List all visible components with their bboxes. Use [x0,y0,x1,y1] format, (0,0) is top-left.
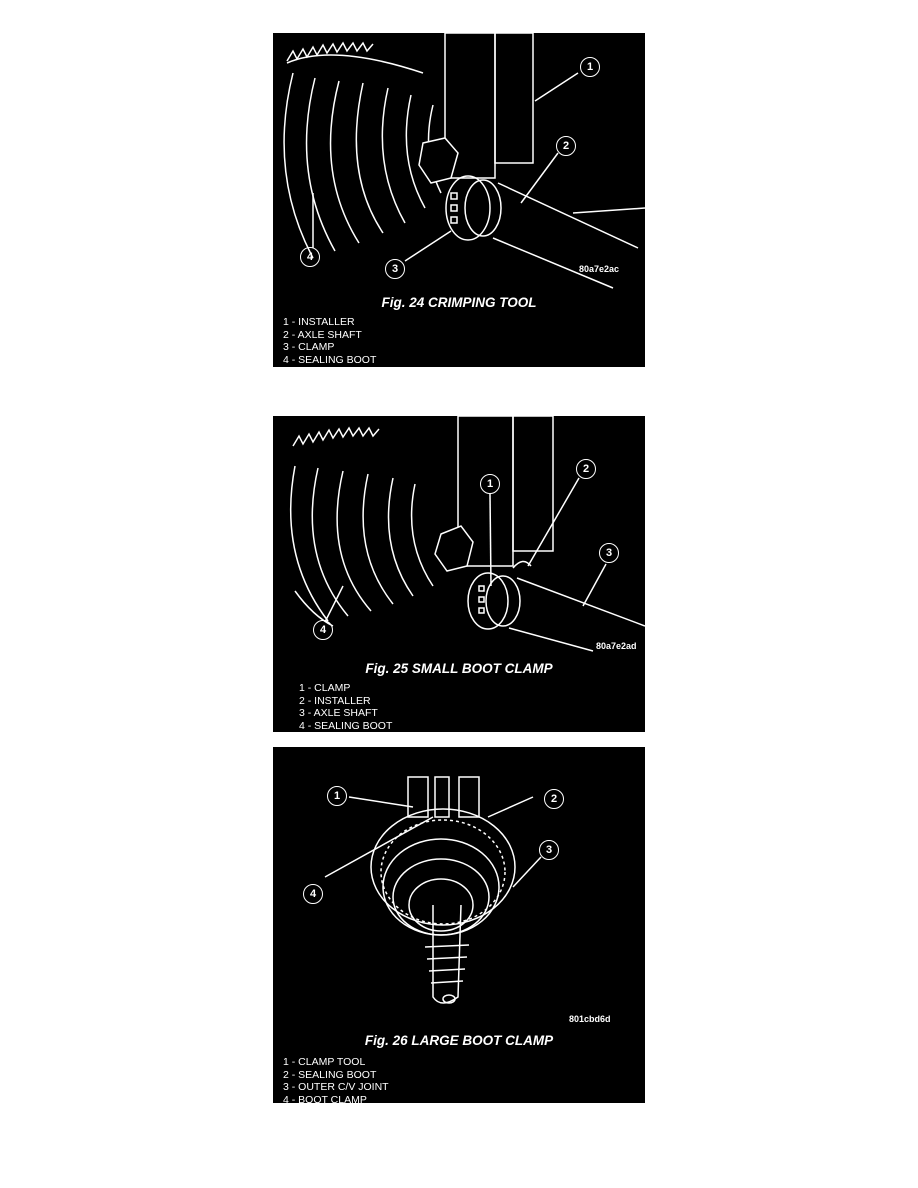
figure-code: 80a7e2ac [579,264,620,274]
callout-2: 2 [544,789,564,809]
figure-code: 801cbd6d [569,1014,611,1024]
callout-3: 3 [539,840,559,860]
figure-caption: Fig. 25 SMALL BOOT CLAMP [365,661,553,676]
callout-3: 3 [385,259,405,279]
legend-item: 1 - INSTALLER [283,316,355,328]
figure-24-crimping-tool [273,33,645,367]
legend-item: 2 - INSTALLER [299,694,371,707]
legend-item: 4 - BOOT CLAMP [283,1093,367,1103]
legend-item: 3 - OUTER C/V JOINT [283,1081,389,1093]
figure-26-large-boot-clamp [273,747,645,1103]
callout-4: 4 [303,884,323,904]
figure-caption: Fig. 26 LARGE BOOT CLAMP [364,1033,554,1048]
figure-code: 80a7e2ad [596,641,637,651]
small-boot-clamp-illustration [273,416,645,656]
figure-25-small-boot-clamp [273,416,645,732]
callout-4: 4 [313,620,333,640]
legend-item: 2 - AXLE SHAFT [283,328,362,341]
legend-item: 4 - SEALING BOOT [283,353,377,366]
figure-legend [283,1056,389,1103]
callout-1: 1 [580,57,600,77]
callout-2: 2 [576,459,596,479]
legend-item: 1 - CLAMP [299,682,351,694]
callout-1: 1 [327,786,347,806]
legend-item: 2 - SEALING BOOT [283,1068,377,1081]
legend-item: 4 - SEALING BOOT [299,719,393,732]
large-boot-clamp-illustration [273,747,645,1017]
figure-legend [299,682,392,732]
legend-item: 3 - CLAMP [283,341,335,353]
legend-item: 3 - AXLE SHAFT [299,707,378,719]
legend-item: 1 - CLAMP TOOL [283,1056,366,1068]
callout-1: 1 [480,474,500,494]
figure-legend [283,316,376,366]
figure-caption: Fig. 24 CRIMPING TOOL [381,295,537,310]
callout-4: 4 [300,247,320,267]
callout-3: 3 [599,543,619,563]
callout-2: 2 [556,136,576,156]
